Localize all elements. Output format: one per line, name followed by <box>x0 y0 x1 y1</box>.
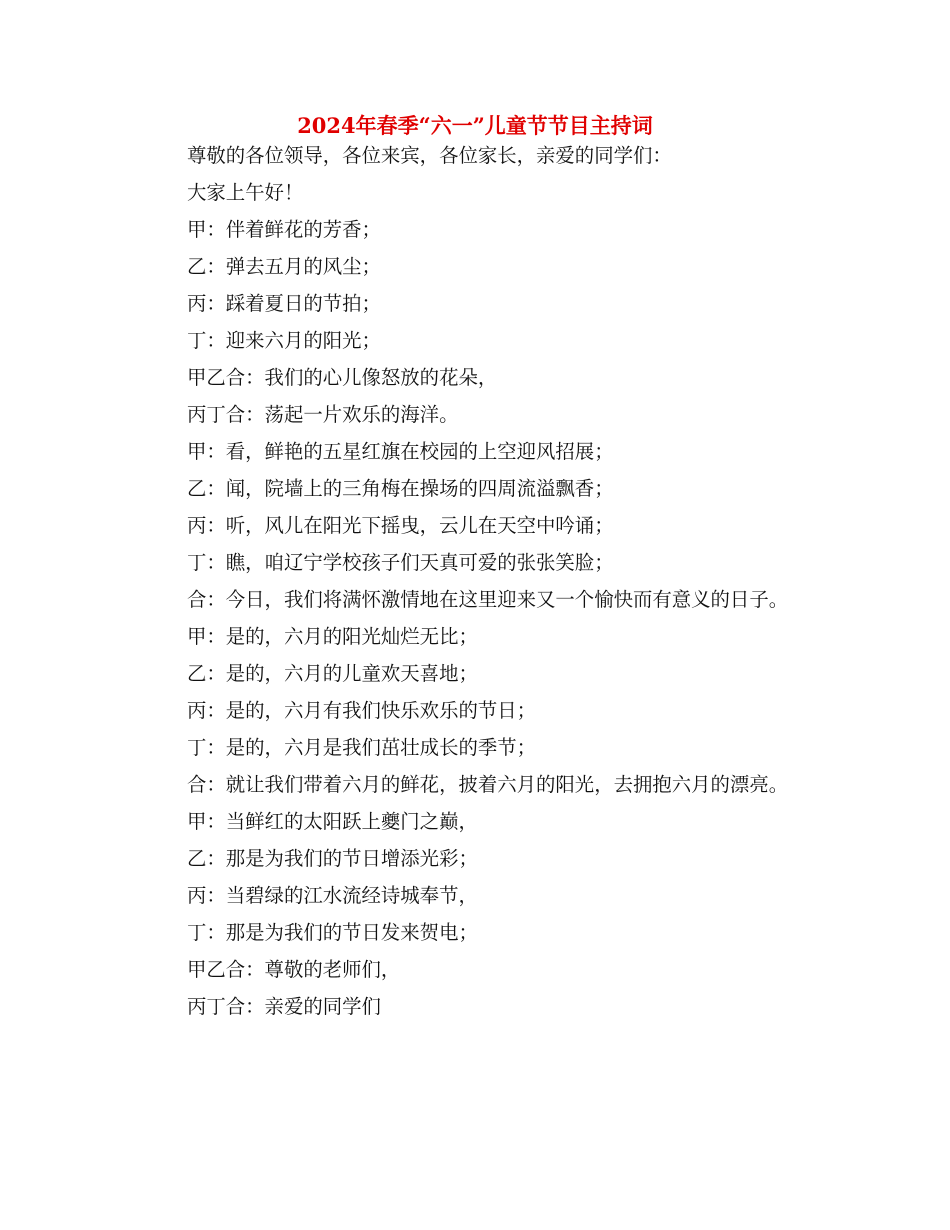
paragraph: 乙：闻，院墙上的三角梅在操场的四周流溢飘香； <box>187 477 614 500</box>
paragraph: 甲：当鲜红的太阳跃上夔门之巅， <box>187 810 478 833</box>
paragraph: 甲乙合：尊敬的老师们， <box>187 958 401 981</box>
paragraph: 合：今日，我们将满怀激情地在这里迎来又一个愉快而有意义的日子。 <box>187 588 789 611</box>
paragraph: 丙丁合：亲爱的同学们 <box>187 995 381 1018</box>
paragraph: 丙丁合：荡起一片欢乐的海洋。 <box>187 403 459 426</box>
paragraph: 合：就让我们带着六月的鲜花，披着六月的阳光，去拥抱六月的漂亮。 <box>187 773 789 796</box>
paragraph: 丁：迎来六月的阳光； <box>187 329 381 352</box>
paragraph: 丁：那是为我们的节日发来贺电； <box>187 921 478 944</box>
paragraph: 尊敬的各位领导，各位来宾，各位家长，亲爱的同学们： <box>187 144 672 167</box>
paragraph: 大家上午好！ <box>187 181 304 204</box>
paragraph: 甲：伴着鲜花的芳香； <box>187 218 381 241</box>
paragraph: 乙：那是为我们的节日增添光彩； <box>187 847 478 870</box>
document-title: 2024年春季“六一”儿童节节目主持词 <box>297 113 653 138</box>
paragraph: 丙：踩着夏日的节拍； <box>187 292 381 315</box>
paragraph: 丙：听，风儿在阳光下摇曳，云儿在天空中吟诵； <box>187 514 614 537</box>
paragraph: 乙：是的，六月的儿童欢天喜地； <box>187 662 478 685</box>
document-body <box>143 137 807 1025</box>
paragraph: 丙：是的，六月有我们快乐欢乐的节日； <box>187 699 537 722</box>
paragraph: 甲乙合：我们的心儿像怒放的花朵， <box>187 366 498 389</box>
paragraph: 丁：瞧，咱辽宁学校孩子们天真可爱的张张笑脸； <box>187 551 614 574</box>
paragraph: 丁：是的，六月是我们茁壮成长的季节； <box>187 736 537 759</box>
paragraph: 甲：看，鲜艳的五星红旗在校园的上空迎风招展； <box>187 440 614 463</box>
paragraph: 甲：是的，六月的阳光灿烂无比； <box>187 625 478 648</box>
paragraph: 丙：当碧绿的江水流经诗城奉节， <box>187 884 478 907</box>
paragraph: 乙：弹去五月的风尘； <box>187 255 381 278</box>
